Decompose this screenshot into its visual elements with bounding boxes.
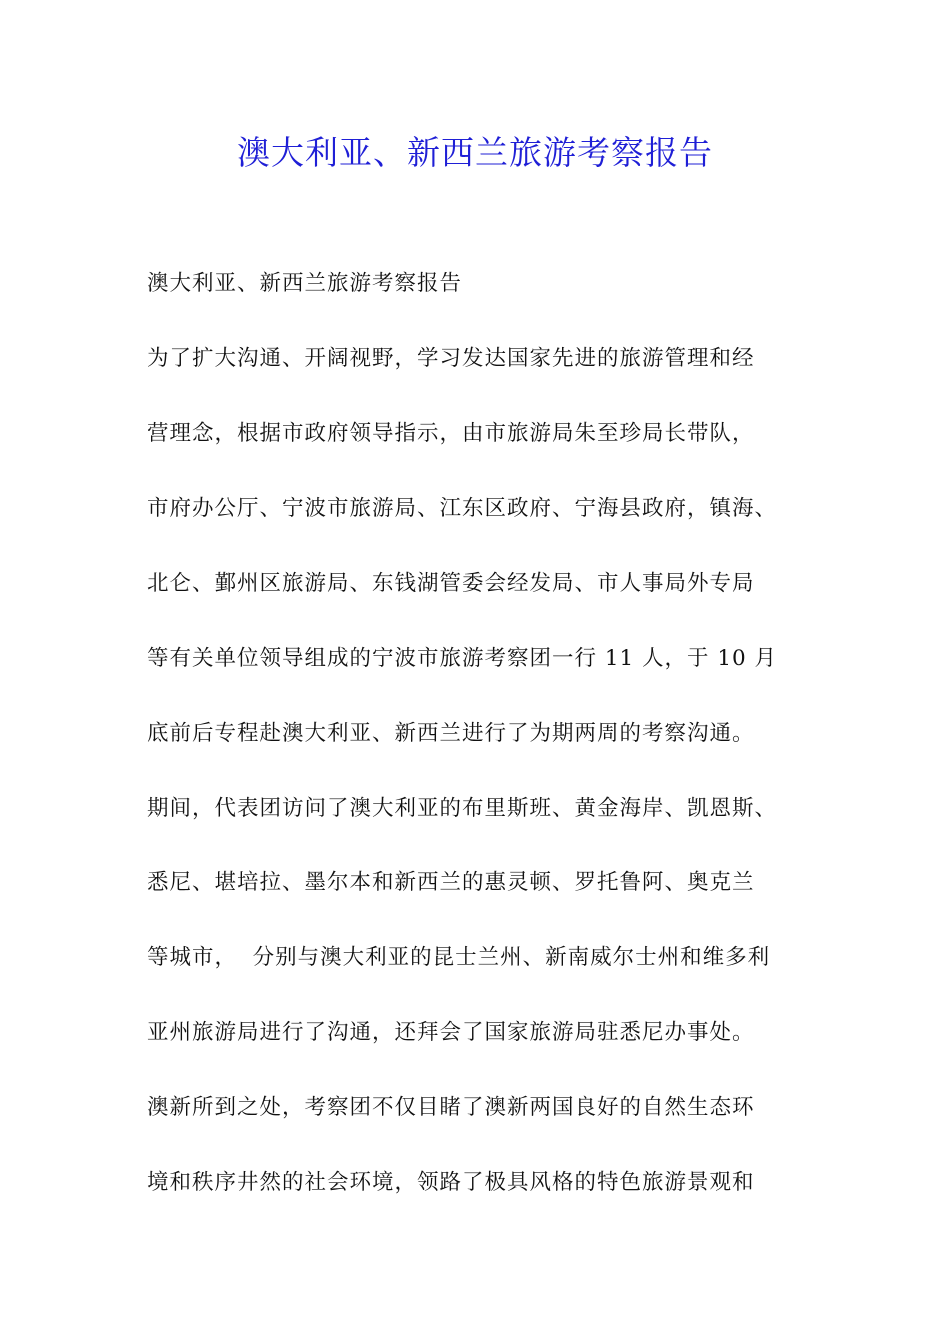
body-line: 为了扩大沟通、开阔视野，学习发达国家先进的旅游管理和经 bbox=[147, 346, 755, 371]
document-title: 澳大利亚、新西兰旅游考察报告 bbox=[237, 133, 713, 172]
body-line: 北仑、鄞州区旅游局、东钱湖管委会经发局、市人事局外专局 bbox=[147, 571, 755, 596]
body-line: 营理念，根据市政府领导指示，由市旅游局朱至珍局长带队， bbox=[147, 421, 755, 446]
body-line: 底前后专程赴澳大利亚、新西兰进行了为期两周的考察沟通。 bbox=[147, 721, 755, 746]
body-line: 亚州旅游局进行了沟通，还拜会了国家旅游局驻悉尼办事处。 bbox=[147, 1020, 755, 1045]
body-line: 悉尼、堪培拉、墨尔本和新西兰的惠灵顿、罗托鲁阿、奥克兰 bbox=[147, 870, 755, 895]
body-line: 市府办公厅、宁波市旅游局、江东区政府、宁海县政府，镇海、 bbox=[147, 496, 778, 521]
body-line: 等有关单位领导组成的宁波市旅游考察团一行 11 人，于 10 月 bbox=[147, 646, 778, 671]
body-line: 等城市， 分别与澳大利亚的昆士兰州、新南威尔士州和维多利 bbox=[147, 945, 771, 970]
body-line: 澳大利亚、新西兰旅游考察报告 bbox=[147, 271, 463, 296]
body-line: 期间，代表团访问了澳大利亚的布里斯班、黄金海岸、凯恩斯、 bbox=[147, 796, 778, 821]
body-line: 境和秩序井然的社会环境，领路了极具风格的特色旅游景观和 bbox=[147, 1170, 755, 1195]
body-line: 澳新所到之处，考察团不仅目睹了澳新两国良好的自然生态环 bbox=[147, 1095, 755, 1120]
